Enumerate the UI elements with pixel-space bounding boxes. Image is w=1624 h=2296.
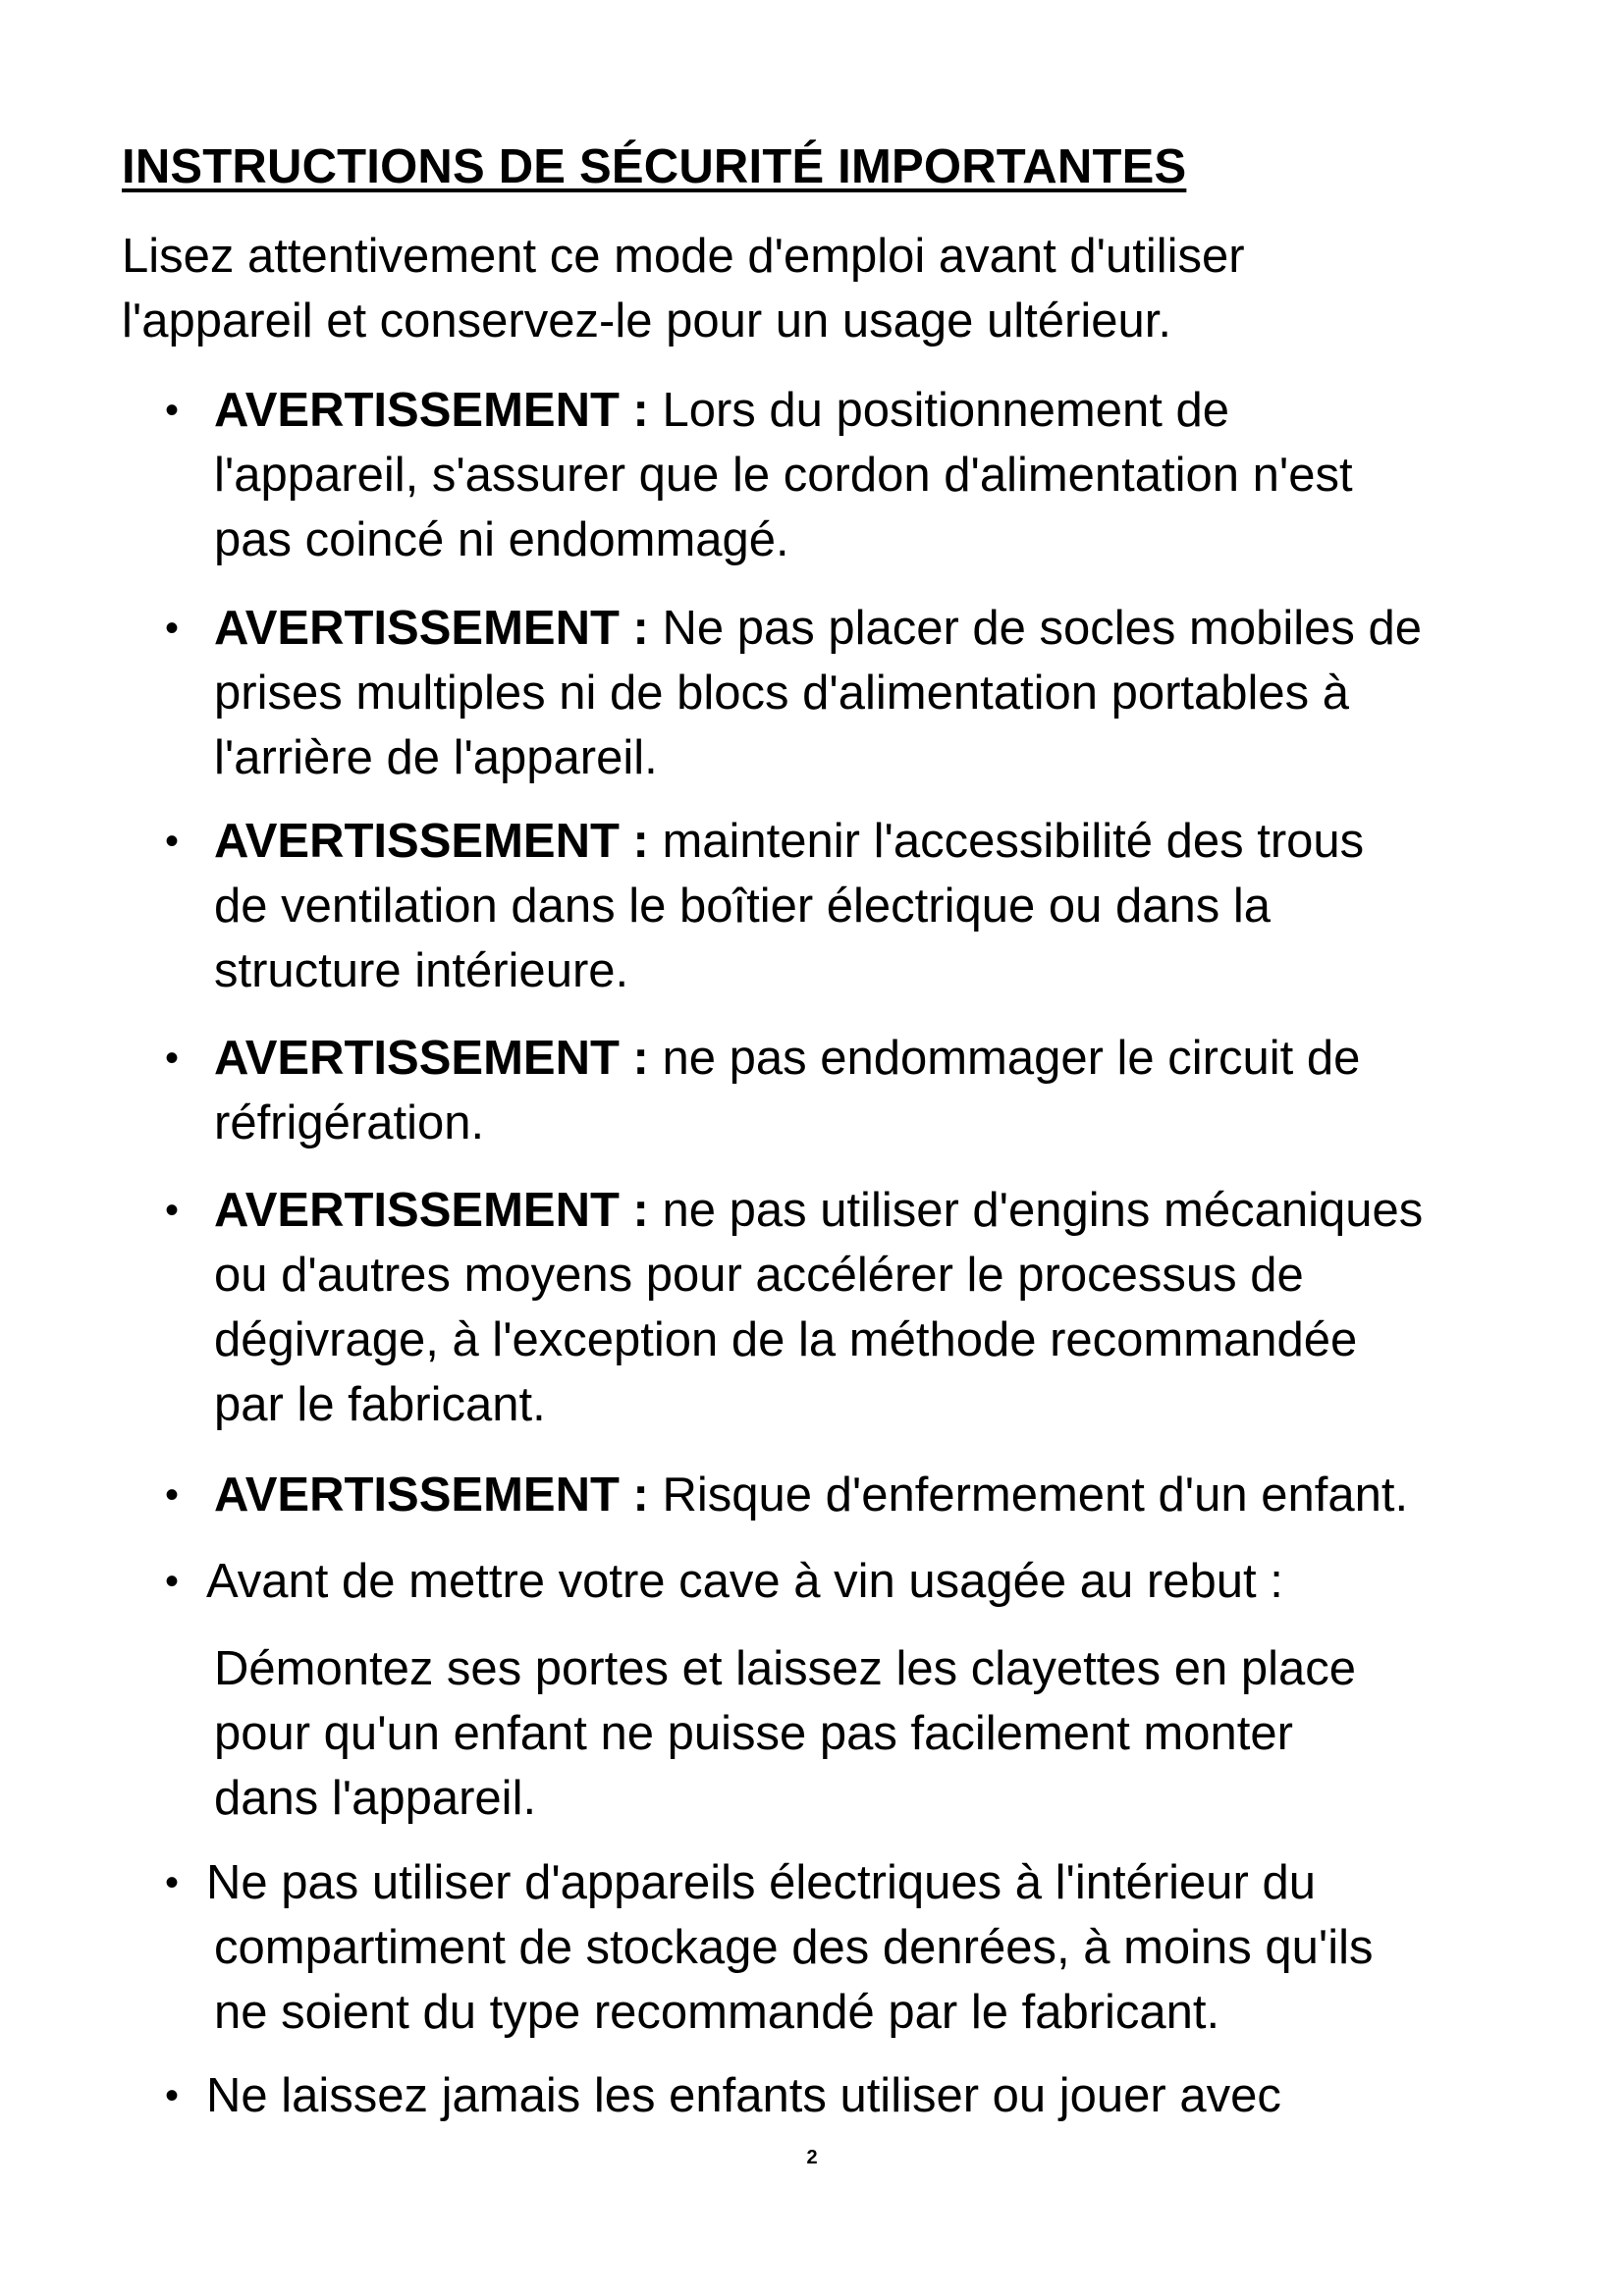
- bullet-icon: •: [165, 1189, 180, 1232]
- warning-label: AVERTISSEMENT :: [214, 384, 649, 437]
- intro-line: l'appareil et conservez-le pour un usage ultérieur.: [122, 294, 1171, 347]
- bullet-icon: •: [165, 1560, 180, 1603]
- page-title: INSTRUCTIONS DE SÉCURITÉ IMPORTANTES: [122, 140, 1187, 193]
- disposal-first-line: Avant de mettre votre cave à vin usagée au rebut :: [206, 1555, 1283, 1608]
- warning-label: AVERTISSEMENT :: [214, 1468, 649, 1522]
- warning-first-line: AVERTISSEMENT : Lors du positionnement de: [214, 384, 1229, 437]
- page-number: 2: [806, 2147, 818, 2168]
- warning-label: AVERTISSEMENT :: [214, 1184, 649, 1237]
- warning-text: [214, 1026, 1559, 1155]
- warning-line: par le fabricant.: [214, 1378, 546, 1431]
- warning-label: AVERTISSEMENT :: [214, 602, 649, 655]
- warning-line: l'arrière de l'appareil.: [214, 731, 658, 784]
- warning-first-line: AVERTISSEMENT : maintenir l'accessibilité des trous: [214, 815, 1365, 868]
- warning-line: ou d'autres moyens pour accélérer le processus de: [214, 1249, 1304, 1302]
- warning-first-line: AVERTISSEMENT : Ne pas placer de socles mobiles de: [214, 602, 1422, 655]
- disposal-detail-text: [214, 1636, 1559, 1831]
- warning-line: de ventilation dans le boîtier électrique ou dans la: [214, 880, 1271, 933]
- warning-first-line: AVERTISSEMENT : ne pas utiliser d'engins mécaniques: [214, 1184, 1424, 1237]
- appliances-line: compartiment de stockage des denrées, à moins qu'ils: [214, 1921, 1374, 1974]
- warning-text: [214, 596, 1559, 790]
- disposal-detail-line: pour qu'un enfant ne puisse pas facilement monter: [214, 1707, 1293, 1760]
- bullet-icon: •: [165, 820, 180, 863]
- warning-line: l'appareil, s'assurer que le cordon d'alimentation n'est: [214, 449, 1353, 502]
- warning-first-line: AVERTISSEMENT : Risque d'enfermement d'un enfant.: [214, 1468, 1409, 1522]
- disposal-detail-line: Démontez ses portes et laissez les clayettes en place: [214, 1642, 1356, 1695]
- bullet-icon: •: [165, 1473, 180, 1517]
- appliances-line: Ne pas utiliser d'appareils électriques à l'intérieur du: [206, 1856, 1316, 1909]
- warning-label: AVERTISSEMENT :: [214, 1032, 649, 1085]
- warning-line: pas coincé ni endommagé.: [214, 513, 789, 566]
- disposal-detail-line: dans l'appareil.: [214, 1772, 537, 1825]
- warning-text: [214, 809, 1559, 1003]
- bullet-icon: •: [165, 607, 180, 650]
- bullet-icon: •: [165, 1037, 180, 1080]
- warning-text: [214, 1178, 1559, 1437]
- bullet-icon: •: [165, 1861, 180, 1904]
- warning-first-line: AVERTISSEMENT : ne pas endommager le circuit de: [214, 1032, 1361, 1085]
- warning-line: prises multiples ni de blocs d'alimentation portables à: [214, 667, 1350, 720]
- appliances-line: ne soient du type recommandé par le fabricant.: [214, 1986, 1220, 2039]
- warning-line: structure intérieure.: [214, 944, 629, 997]
- warning-text: [214, 1463, 1559, 1527]
- bullet-icon: •: [165, 389, 180, 432]
- warning-line: dégivrage, à l'exception de la méthode recommandée: [214, 1313, 1358, 1366]
- warning-label: AVERTISSEMENT :: [214, 815, 649, 868]
- warning-text: [214, 378, 1559, 572]
- intro-paragraph: [122, 224, 1555, 353]
- children-line: Ne laissez jamais les enfants utiliser ou jouer avec: [206, 2069, 1281, 2122]
- children-text: [206, 2063, 1559, 2128]
- appliances-text: [206, 1850, 1559, 2045]
- bullet-icon: •: [165, 2074, 180, 2117]
- warning-line: réfrigération.: [214, 1096, 485, 1149]
- intro-line: Lisez attentivement ce mode d'emploi avant d'utiliser: [122, 230, 1245, 283]
- disposal-text: [206, 1549, 1551, 1614]
